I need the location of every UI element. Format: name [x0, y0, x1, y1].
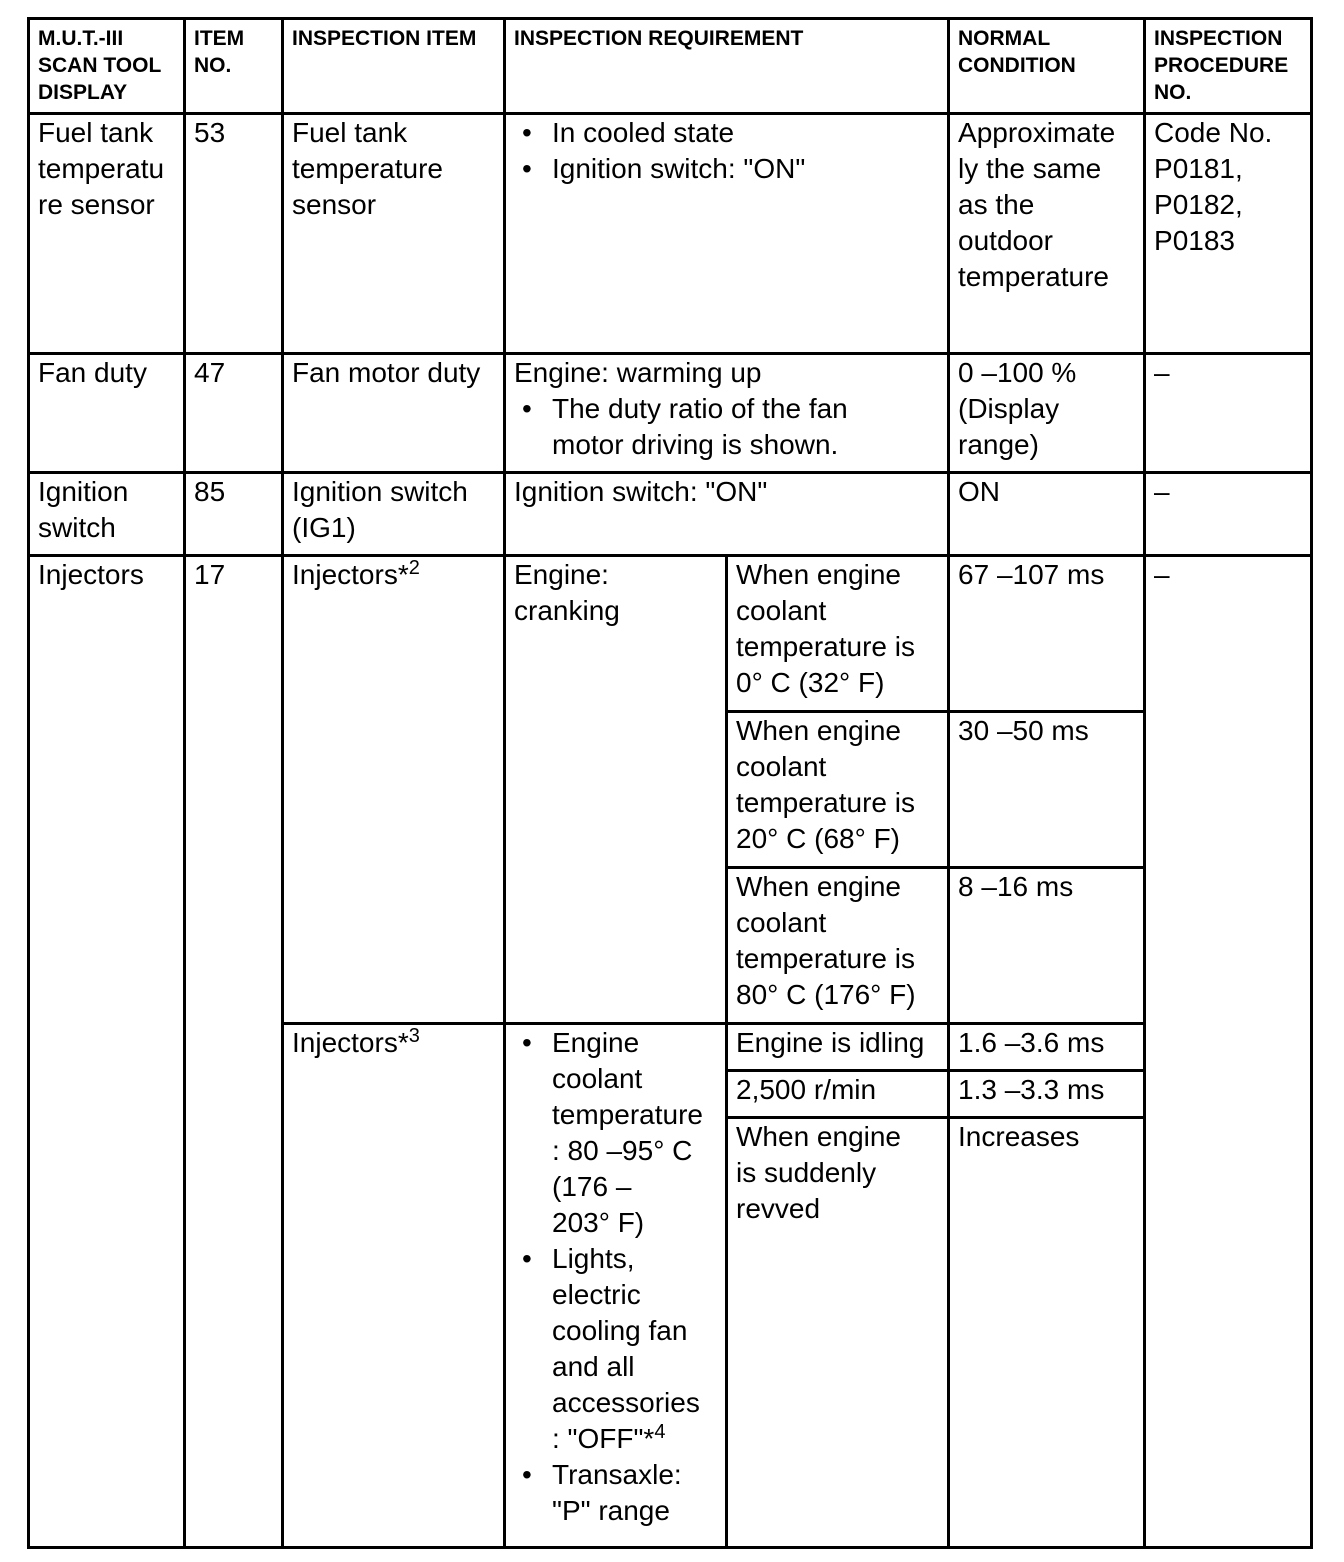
cell-inspection-item: Injectors*$^2$ — [283, 556, 505, 1024]
cell-normal-condition: 30 –50 ms — [949, 712, 1145, 868]
cell-item-no: 17 — [185, 556, 283, 1548]
list-item: • Transaxle: "P" range — [514, 1457, 719, 1529]
cell-display: Fan duty — [29, 354, 185, 473]
cell-requirement-case: Engine is idling — [727, 1024, 949, 1071]
cell-inspection-item: Fan motor duty — [283, 354, 505, 473]
requirement-list — [514, 391, 941, 463]
header-item-no: ITEM NO. — [185, 19, 283, 114]
cell-requirement-case: When engine is suddenly revved — [727, 1118, 949, 1548]
cell-display: Fuel tank temperatu re sensor — [29, 114, 185, 354]
cell-inspection-item: Ignition switch (IG1) — [283, 473, 505, 556]
header-row — [29, 19, 1312, 114]
cell-procedure: – — [1145, 473, 1312, 556]
list-item: • Engine coolant temperature : 80 –95° C (176 – 203° F) — [514, 1025, 719, 1241]
requirement-list — [514, 115, 941, 187]
cell-item-no: 85 — [185, 473, 283, 556]
cell-procedure: – — [1145, 354, 1312, 473]
cell-procedure: Code No. P0181, P0182, P0183 — [1145, 114, 1312, 354]
table-row — [29, 473, 1312, 556]
cell-procedure: – — [1145, 556, 1312, 1548]
cell-normal-condition: 8 –16 ms — [949, 868, 1145, 1024]
cell-normal-condition: 1.3 –3.3 ms — [949, 1071, 1145, 1118]
cell-requirement-condition: Engine: cranking — [505, 556, 727, 1024]
cell-requirement — [505, 114, 949, 354]
cell-requirement: Ignition switch: "ON" — [505, 473, 949, 556]
cell-requirement-condition — [505, 1024, 727, 1548]
cell-requirement: Engine: warming up • The duty ratio of the fan motor driving is shown. — [505, 354, 949, 473]
header-procedure-no: INSPECTION PROCEDURE NO. — [1145, 19, 1312, 114]
cell-requirement-case: 2,500 r/min — [727, 1071, 949, 1118]
cell-requirement-case: When engine coolant temperature is 20° C (68° F) — [727, 712, 949, 868]
list-item: • Lights, electric cooling fan and all accessories : "OFF"*$^4$ — [514, 1241, 719, 1457]
cell-item-no: 47 — [185, 354, 283, 473]
table-row — [29, 556, 1312, 712]
requirement-list — [514, 1025, 719, 1529]
cell-normal-condition: 0 –100 % (Display range) — [949, 354, 1145, 473]
cell-item-no: 53 — [185, 114, 283, 354]
cell-inspection-item: Fuel tank temperature sensor — [283, 114, 505, 354]
cell-normal-condition: 67 –107 ms — [949, 556, 1145, 712]
list-item: • Ignition switch: "ON" — [514, 151, 941, 187]
cell-inspection-item: Injectors*$^3$ — [283, 1024, 505, 1548]
inspection-table — [27, 17, 1313, 1549]
cell-normal-condition: Increases — [949, 1118, 1145, 1548]
header-normal-condition: NORMAL CONDITION — [949, 19, 1145, 114]
cell-display: Ignition switch — [29, 473, 185, 556]
list-item: • The duty ratio of the fan motor driving is shown. — [514, 391, 941, 463]
cell-display: Injectors — [29, 556, 185, 1548]
cell-normal-condition: ON — [949, 473, 1145, 556]
table-row — [29, 114, 1312, 354]
list-item: • In cooled state — [514, 115, 941, 151]
cell-requirement-case: When engine coolant temperature is 80° C (176° F) — [727, 868, 949, 1024]
table-row — [29, 354, 1312, 473]
header-inspection-item: INSPECTION ITEM — [283, 19, 505, 114]
cell-requirement-case: When engine coolant temperature is 0° C (32° F) — [727, 556, 949, 712]
cell-normal-condition: Approximate ly the same as the outdoor temperature — [949, 114, 1145, 354]
cell-normal-condition: 1.6 –3.6 ms — [949, 1024, 1145, 1071]
header-display: M.U.T.-III SCAN TOOL DISPLAY — [29, 19, 185, 114]
header-inspection-requirement: INSPECTION REQUIREMENT — [505, 19, 949, 114]
